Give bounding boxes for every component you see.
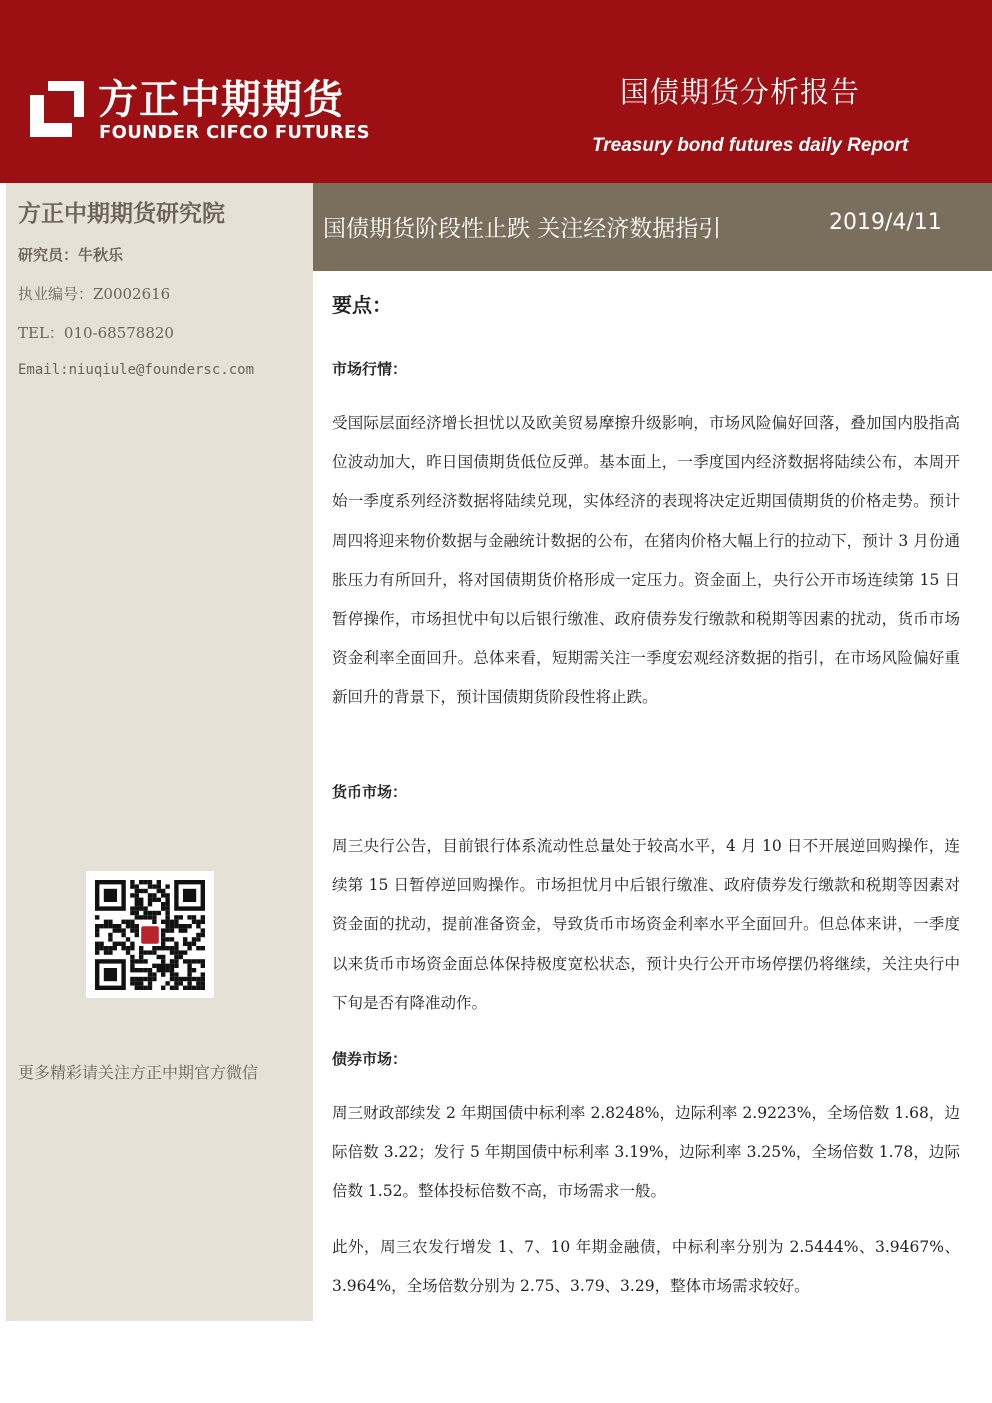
qr-code bbox=[86, 871, 214, 998]
report-header bbox=[0, 0, 992, 183]
main-content bbox=[332, 285, 960, 1296]
paragraph-market: 受国际层面经济增长担忧以及欧美贸易摩擦升级影响，市场风险偏好回落，叠加国内股指高位波动加大，昨日国债期货低位反弹。基本面上，一季度国内经济数据将陆续公布，本周开始一季度系列经济数据将陆续兑现，实体经济的表现将决定近期国债期货的价格走势。预计周四将迎来物价数据与金融统计数据的公布，在猪肉价格大幅上行的拉动下，预计 3 月份通胀压力有所回升，将对国债期货价格形成一定压力。资金面上，央行公开市场连续第 15 日暂停操作，市场担忧中旬以后银行缴准、政府债券发行缴款和税期等因素的扰动，货币市场资金利率全面回升。总体来看，短期需关注一季度宏观经济数据的指引，在市场风险偏好重新回升的背景下，预计国债期货阶段性将止跌。 bbox=[332, 414, 960, 707]
paragraph-bond-auction: 周三财政部续发 2 年期国债中标利率 2.8248%，边际利率 2.9223%，全场倍数 1.68，边际倍数 3.22；发行 5 年期国债中标利率 3.19%，边际利率 3.25%，全场倍数 1.78，边际倍数 1.52。整体投标倍数不高，市场需求一般。 bbox=[332, 1104, 960, 1201]
qr-code-icon bbox=[86, 871, 214, 998]
follow-wechat-text: 更多精彩请关注方正中期官方微信 bbox=[18, 1063, 259, 1082]
report-type-en: Treasury bond futures daily Report bbox=[592, 135, 909, 156]
institute-name: 方正中期期货研究院 bbox=[18, 201, 225, 227]
telephone: TEL：010-68578820 bbox=[18, 324, 174, 342]
researcher: 研究员：牛秋乐 bbox=[18, 246, 124, 264]
title-bar bbox=[313, 183, 992, 271]
company-name-en: FOUNDER CIFCO FUTURES bbox=[99, 122, 370, 143]
section-heading-market: 市场行情： bbox=[332, 360, 408, 378]
document-title: 国债期货阶段性止跌 关注经济数据指引 bbox=[323, 216, 722, 242]
paragraph-money-market: 周三央行公告，目前银行体系流动性总量处于较高水平，4 月 10 日不开展逆回购操作，连续第 15 日暂停逆回购操作。市场担忧月中后银行缴准、政府债券发行缴款和税期等因素对资金面的扰动，提前准备资金，导致货币市场资金利率水平全面回升。但总体来讲，一季度以来货币市场资金面总体保持极度宽松状态，预计央行公开市场停摆仍将继续，关注央行中下旬是否有降准动作。 bbox=[332, 837, 960, 1012]
email-link[interactable]: Email:niuqiule@foundersc.com bbox=[18, 362, 255, 378]
sidebar bbox=[6, 183, 313, 1321]
founder-logo-icon bbox=[22, 75, 88, 141]
document-date: 2019/4/11 bbox=[829, 210, 942, 235]
section-heading-bond-market: 债券市场： bbox=[332, 1050, 408, 1068]
key-points-heading: 要点： bbox=[332, 293, 392, 317]
paragraph-financial-bonds: 此外，周三农发行增发 1、7、10 年期金融债，中标利率分别为 2.5444%、3.9467%、3.964%，全场倍数分别为 2.75、3.79、3.29，整体市场需求较好。 bbox=[332, 1238, 960, 1296]
report-type-cn: 国债期货分析报告 bbox=[620, 75, 861, 109]
company-name-cn: 方正中期期货 bbox=[98, 77, 344, 123]
section-heading-money-market: 货币市场： bbox=[332, 783, 408, 801]
license-number: 执业编号：Z0002616 bbox=[18, 285, 171, 303]
